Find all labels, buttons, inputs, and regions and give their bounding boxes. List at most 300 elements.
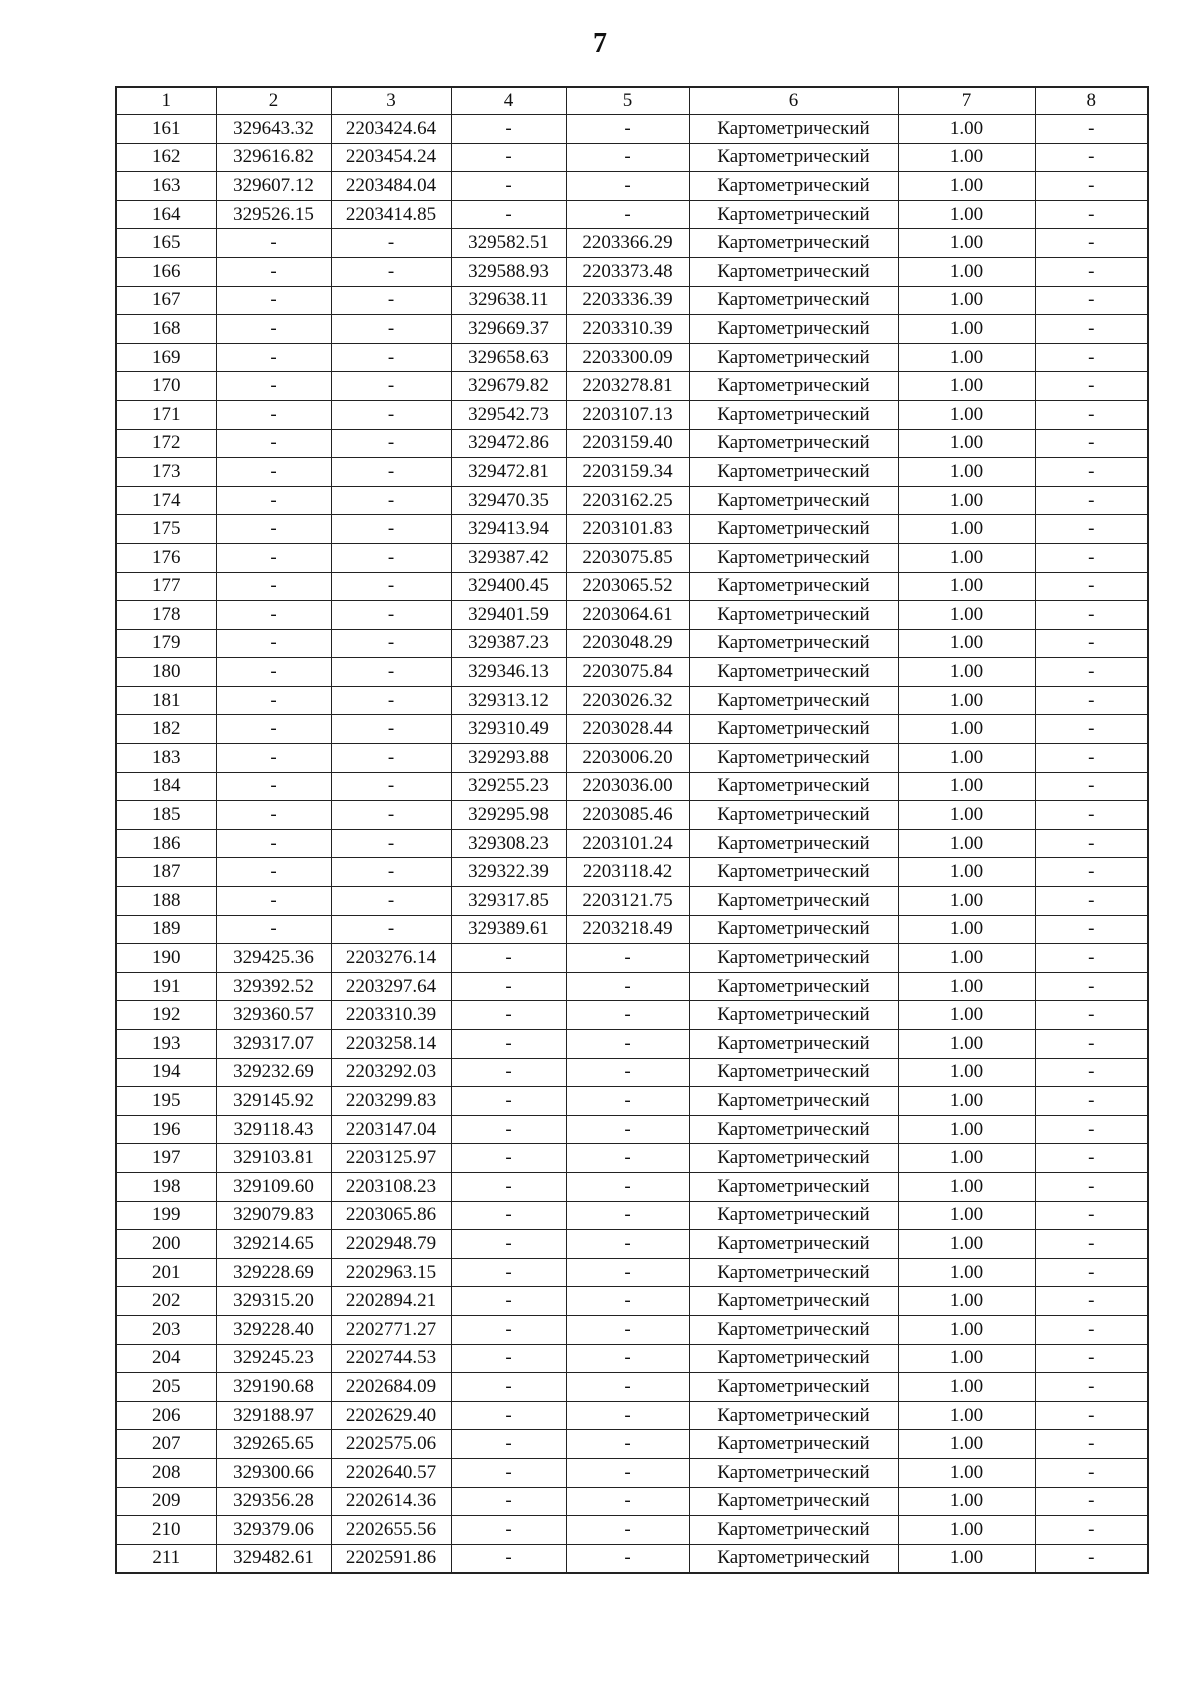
cell-x-coordinate: 329616.82: [216, 143, 331, 172]
cell-accuracy: 1.00: [898, 1458, 1035, 1487]
cell-method: Картометрический: [689, 1430, 898, 1459]
cell-new-y-coordinate: 2203075.84: [566, 658, 689, 687]
cell-new-x-coordinate: 329346.13: [451, 658, 566, 687]
cell-x-coordinate: -: [216, 629, 331, 658]
cell-y-coordinate: 2203297.64: [331, 972, 451, 1001]
cell-notes: -: [1035, 1430, 1148, 1459]
column-header-new-y-coordinate: 5: [566, 87, 689, 115]
cell-accuracy: 1.00: [898, 601, 1035, 630]
cell-accuracy: 1.00: [898, 801, 1035, 830]
cell-new-x-coordinate: 329472.86: [451, 429, 566, 458]
cell-new-x-coordinate: 329669.37: [451, 315, 566, 344]
cell-accuracy: 1.00: [898, 944, 1035, 973]
cell-method: Картометрический: [689, 1373, 898, 1402]
cell-new-x-coordinate: 329308.23: [451, 829, 566, 858]
cell-new-x-coordinate: 329387.42: [451, 543, 566, 572]
cell-new-y-coordinate: 2203028.44: [566, 715, 689, 744]
column-header-point-number: 1: [116, 87, 216, 115]
cell-new-y-coordinate: -: [566, 1058, 689, 1087]
cell-point-number: 169: [116, 343, 216, 372]
cell-method: Картометрический: [689, 372, 898, 401]
cell-notes: -: [1035, 1258, 1148, 1287]
cell-new-x-coordinate: -: [451, 1087, 566, 1116]
cell-notes: -: [1035, 343, 1148, 372]
cell-x-coordinate: 329079.83: [216, 1201, 331, 1230]
cell-point-number: 178: [116, 601, 216, 630]
cell-point-number: 191: [116, 972, 216, 1001]
cell-method: Картометрический: [689, 829, 898, 858]
cell-method: Картометрический: [689, 200, 898, 229]
table-row: [116, 1030, 1148, 1059]
cell-new-x-coordinate: 329413.94: [451, 515, 566, 544]
cell-point-number: 204: [116, 1344, 216, 1373]
cell-y-coordinate: -: [331, 686, 451, 715]
cell-y-coordinate: 2202591.86: [331, 1544, 451, 1573]
cell-new-y-coordinate: 2203366.29: [566, 229, 689, 258]
cell-method: Картометрический: [689, 658, 898, 687]
cell-x-coordinate: -: [216, 601, 331, 630]
cell-new-y-coordinate: 2203036.00: [566, 772, 689, 801]
cell-notes: -: [1035, 629, 1148, 658]
cell-x-coordinate: 329245.23: [216, 1344, 331, 1373]
cell-new-x-coordinate: -: [451, 1487, 566, 1516]
table-row: [116, 915, 1148, 944]
table-row: [116, 1315, 1148, 1344]
cell-new-y-coordinate: -: [566, 1544, 689, 1573]
cell-accuracy: 1.00: [898, 1230, 1035, 1259]
cell-x-coordinate: 329103.81: [216, 1144, 331, 1173]
cell-y-coordinate: 2203258.14: [331, 1030, 451, 1059]
cell-new-x-coordinate: -: [451, 1430, 566, 1459]
table-row: [116, 1201, 1148, 1230]
cell-point-number: 193: [116, 1030, 216, 1059]
table-row: [116, 115, 1148, 144]
cell-new-x-coordinate: -: [451, 1287, 566, 1316]
cell-new-y-coordinate: -: [566, 1030, 689, 1059]
cell-new-y-coordinate: -: [566, 1230, 689, 1259]
cell-x-coordinate: 329643.32: [216, 115, 331, 144]
table-row: [116, 801, 1148, 830]
cell-accuracy: 1.00: [898, 1516, 1035, 1545]
cell-x-coordinate: 329228.40: [216, 1315, 331, 1344]
cell-point-number: 209: [116, 1487, 216, 1516]
cell-notes: -: [1035, 658, 1148, 687]
cell-method: Картометрический: [689, 1087, 898, 1116]
coordinates-table: [115, 86, 1149, 1574]
cell-new-y-coordinate: -: [566, 1172, 689, 1201]
cell-notes: -: [1035, 1115, 1148, 1144]
table-row: [116, 772, 1148, 801]
table-row: [116, 1087, 1148, 1116]
cell-point-number: 208: [116, 1458, 216, 1487]
cell-accuracy: 1.00: [898, 829, 1035, 858]
cell-point-number: 177: [116, 572, 216, 601]
cell-method: Картометрический: [689, 715, 898, 744]
cell-x-coordinate: -: [216, 458, 331, 487]
cell-new-x-coordinate: -: [451, 1458, 566, 1487]
table-row: [116, 1287, 1148, 1316]
column-header-method: 6: [689, 87, 898, 115]
cell-y-coordinate: -: [331, 658, 451, 687]
cell-notes: -: [1035, 1458, 1148, 1487]
table-row: [116, 1401, 1148, 1430]
cell-new-y-coordinate: -: [566, 1458, 689, 1487]
cell-notes: -: [1035, 1201, 1148, 1230]
cell-y-coordinate: 2203484.04: [331, 172, 451, 201]
table-row: [116, 429, 1148, 458]
cell-y-coordinate: 2203065.86: [331, 1201, 451, 1230]
cell-new-x-coordinate: 329400.45: [451, 572, 566, 601]
cell-method: Картометрический: [689, 887, 898, 916]
cell-point-number: 192: [116, 1001, 216, 1030]
cell-new-x-coordinate: -: [451, 1115, 566, 1144]
cell-point-number: 199: [116, 1201, 216, 1230]
cell-new-x-coordinate: -: [451, 972, 566, 1001]
cell-x-coordinate: -: [216, 543, 331, 572]
cell-y-coordinate: -: [331, 429, 451, 458]
cell-notes: -: [1035, 1287, 1148, 1316]
cell-x-coordinate: 329360.57: [216, 1001, 331, 1030]
table-row: [116, 543, 1148, 572]
table-row: [116, 1258, 1148, 1287]
cell-notes: -: [1035, 887, 1148, 916]
cell-point-number: 179: [116, 629, 216, 658]
cell-new-y-coordinate: -: [566, 1430, 689, 1459]
cell-point-number: 185: [116, 801, 216, 830]
cell-point-number: 176: [116, 543, 216, 572]
cell-x-coordinate: -: [216, 229, 331, 258]
cell-y-coordinate: -: [331, 286, 451, 315]
cell-x-coordinate: -: [216, 829, 331, 858]
cell-method: Картометрический: [689, 629, 898, 658]
cell-x-coordinate: 329425.36: [216, 944, 331, 973]
cell-point-number: 211: [116, 1544, 216, 1573]
cell-new-x-coordinate: 329542.73: [451, 400, 566, 429]
cell-new-x-coordinate: 329322.39: [451, 858, 566, 887]
cell-new-y-coordinate: -: [566, 1373, 689, 1402]
cell-y-coordinate: -: [331, 257, 451, 286]
table-row: [116, 286, 1148, 315]
table-row: [116, 715, 1148, 744]
cell-new-y-coordinate: -: [566, 1287, 689, 1316]
cell-x-coordinate: -: [216, 343, 331, 372]
cell-new-x-coordinate: -: [451, 1516, 566, 1545]
cell-notes: -: [1035, 715, 1148, 744]
cell-method: Картометрический: [689, 1144, 898, 1173]
cell-accuracy: 1.00: [898, 229, 1035, 258]
cell-new-x-coordinate: 329470.35: [451, 486, 566, 515]
cell-method: Картометрический: [689, 1201, 898, 1230]
cell-notes: -: [1035, 1487, 1148, 1516]
cell-y-coordinate: 2203454.24: [331, 143, 451, 172]
cell-method: Картометрический: [689, 1344, 898, 1373]
cell-x-coordinate: -: [216, 858, 331, 887]
cell-y-coordinate: 2202948.79: [331, 1230, 451, 1259]
cell-point-number: 171: [116, 400, 216, 429]
cell-x-coordinate: 329356.28: [216, 1487, 331, 1516]
cell-new-y-coordinate: -: [566, 172, 689, 201]
table-row: [116, 1458, 1148, 1487]
cell-new-y-coordinate: 2203373.48: [566, 257, 689, 286]
cell-new-x-coordinate: -: [451, 1172, 566, 1201]
cell-new-x-coordinate: 329389.61: [451, 915, 566, 944]
cell-method: Картометрический: [689, 1458, 898, 1487]
cell-accuracy: 1.00: [898, 1258, 1035, 1287]
cell-accuracy: 1.00: [898, 1430, 1035, 1459]
cell-point-number: 183: [116, 744, 216, 773]
cell-x-coordinate: 329109.60: [216, 1172, 331, 1201]
cell-x-coordinate: -: [216, 400, 331, 429]
cell-new-x-coordinate: 329472.81: [451, 458, 566, 487]
cell-accuracy: 1.00: [898, 400, 1035, 429]
cell-method: Картометрический: [689, 1315, 898, 1344]
cell-x-coordinate: 329214.65: [216, 1230, 331, 1259]
cell-notes: -: [1035, 1544, 1148, 1573]
cell-new-x-coordinate: -: [451, 1144, 566, 1173]
cell-y-coordinate: -: [331, 915, 451, 944]
cell-y-coordinate: -: [331, 601, 451, 630]
cell-y-coordinate: -: [331, 343, 451, 372]
cell-new-x-coordinate: 329679.82: [451, 372, 566, 401]
cell-notes: -: [1035, 915, 1148, 944]
table-row: [116, 1144, 1148, 1173]
cell-method: Картометрический: [689, 1544, 898, 1573]
cell-point-number: 182: [116, 715, 216, 744]
cell-accuracy: 1.00: [898, 772, 1035, 801]
cell-accuracy: 1.00: [898, 1287, 1035, 1316]
cell-point-number: 194: [116, 1058, 216, 1087]
cell-accuracy: 1.00: [898, 343, 1035, 372]
table-row: [116, 1544, 1148, 1573]
cell-accuracy: 1.00: [898, 1315, 1035, 1344]
table-header-row: [116, 87, 1148, 115]
cell-notes: -: [1035, 572, 1148, 601]
cell-new-y-coordinate: 2203048.29: [566, 629, 689, 658]
cell-new-x-coordinate: -: [451, 1544, 566, 1573]
cell-notes: -: [1035, 1344, 1148, 1373]
cell-notes: -: [1035, 744, 1148, 773]
cell-notes: -: [1035, 1030, 1148, 1059]
cell-y-coordinate: 2202640.57: [331, 1458, 451, 1487]
cell-y-coordinate: -: [331, 772, 451, 801]
cell-x-coordinate: -: [216, 658, 331, 687]
cell-y-coordinate: -: [331, 829, 451, 858]
table-row: [116, 744, 1148, 773]
table-row: [116, 686, 1148, 715]
cell-method: Картометрический: [689, 601, 898, 630]
cell-new-y-coordinate: -: [566, 1516, 689, 1545]
cell-point-number: 188: [116, 887, 216, 916]
cell-method: Картометрический: [689, 257, 898, 286]
cell-point-number: 173: [116, 458, 216, 487]
cell-new-x-coordinate: 329310.49: [451, 715, 566, 744]
table-row: [116, 887, 1148, 916]
cell-method: Картометрический: [689, 343, 898, 372]
column-header-y-coordinate: 3: [331, 87, 451, 115]
cell-notes: -: [1035, 1172, 1148, 1201]
cell-new-x-coordinate: 329582.51: [451, 229, 566, 258]
cell-point-number: 198: [116, 1172, 216, 1201]
cell-y-coordinate: 2203147.04: [331, 1115, 451, 1144]
cell-new-y-coordinate: 2203101.83: [566, 515, 689, 544]
cell-x-coordinate: -: [216, 915, 331, 944]
cell-accuracy: 1.00: [898, 887, 1035, 916]
cell-new-y-coordinate: 2203064.61: [566, 601, 689, 630]
cell-accuracy: 1.00: [898, 172, 1035, 201]
page-number: 7: [593, 28, 607, 59]
cell-x-coordinate: -: [216, 686, 331, 715]
cell-x-coordinate: 329228.69: [216, 1258, 331, 1287]
table-row: [116, 1172, 1148, 1201]
cell-new-x-coordinate: 329313.12: [451, 686, 566, 715]
cell-new-x-coordinate: -: [451, 1058, 566, 1087]
cell-point-number: 170: [116, 372, 216, 401]
cell-y-coordinate: 2203108.23: [331, 1172, 451, 1201]
cell-point-number: 202: [116, 1287, 216, 1316]
cell-y-coordinate: -: [331, 887, 451, 916]
table-row: [116, 1001, 1148, 1030]
cell-notes: -: [1035, 486, 1148, 515]
cell-point-number: 200: [116, 1230, 216, 1259]
cell-new-y-coordinate: 2203310.39: [566, 315, 689, 344]
cell-method: Картометрический: [689, 486, 898, 515]
cell-x-coordinate: 329265.65: [216, 1430, 331, 1459]
cell-point-number: 165: [116, 229, 216, 258]
cell-notes: -: [1035, 972, 1148, 1001]
cell-y-coordinate: 2202894.21: [331, 1287, 451, 1316]
cell-method: Картометрический: [689, 801, 898, 830]
cell-new-x-coordinate: 329387.23: [451, 629, 566, 658]
cell-new-y-coordinate: 2203101.24: [566, 829, 689, 858]
cell-method: Картометрический: [689, 1287, 898, 1316]
cell-point-number: 186: [116, 829, 216, 858]
cell-method: Картометрический: [689, 772, 898, 801]
cell-new-y-coordinate: 2203336.39: [566, 286, 689, 315]
cell-x-coordinate: 329145.92: [216, 1087, 331, 1116]
cell-y-coordinate: -: [331, 543, 451, 572]
cell-new-y-coordinate: 2203065.52: [566, 572, 689, 601]
cell-accuracy: 1.00: [898, 1144, 1035, 1173]
cell-method: Картометрический: [689, 1058, 898, 1087]
cell-point-number: 201: [116, 1258, 216, 1287]
cell-accuracy: 1.00: [898, 257, 1035, 286]
cell-y-coordinate: 2202963.15: [331, 1258, 451, 1287]
cell-x-coordinate: -: [216, 515, 331, 544]
cell-point-number: 203: [116, 1315, 216, 1344]
table-row: [116, 200, 1148, 229]
cell-y-coordinate: 2203276.14: [331, 944, 451, 973]
cell-notes: -: [1035, 801, 1148, 830]
cell-y-coordinate: 2202684.09: [331, 1373, 451, 1402]
cell-x-coordinate: 329232.69: [216, 1058, 331, 1087]
table-body: [116, 115, 1148, 1574]
cell-notes: -: [1035, 257, 1148, 286]
cell-new-x-coordinate: -: [451, 1258, 566, 1287]
cell-accuracy: 1.00: [898, 658, 1035, 687]
cell-method: Картометрический: [689, 315, 898, 344]
cell-method: Картометрический: [689, 744, 898, 773]
cell-y-coordinate: -: [331, 372, 451, 401]
cell-new-x-coordinate: -: [451, 1230, 566, 1259]
cell-method: Картометрический: [689, 1258, 898, 1287]
cell-accuracy: 1.00: [898, 1030, 1035, 1059]
cell-new-y-coordinate: -: [566, 944, 689, 973]
cell-y-coordinate: -: [331, 486, 451, 515]
cell-new-y-coordinate: 2203026.32: [566, 686, 689, 715]
cell-new-y-coordinate: 2203159.34: [566, 458, 689, 487]
cell-accuracy: 1.00: [898, 915, 1035, 944]
cell-x-coordinate: -: [216, 572, 331, 601]
cell-x-coordinate: 329526.15: [216, 200, 331, 229]
cell-method: Картометрический: [689, 915, 898, 944]
cell-point-number: 175: [116, 515, 216, 544]
cell-method: Картометрический: [689, 1030, 898, 1059]
cell-new-y-coordinate: -: [566, 1487, 689, 1516]
cell-accuracy: 1.00: [898, 629, 1035, 658]
table-row: [116, 1487, 1148, 1516]
cell-accuracy: 1.00: [898, 1172, 1035, 1201]
cell-y-coordinate: -: [331, 858, 451, 887]
cell-accuracy: 1.00: [898, 486, 1035, 515]
cell-point-number: 197: [116, 1144, 216, 1173]
cell-method: Картометрический: [689, 1516, 898, 1545]
table-row: [116, 1430, 1148, 1459]
cell-new-y-coordinate: -: [566, 1001, 689, 1030]
cell-y-coordinate: 2202614.36: [331, 1487, 451, 1516]
cell-x-coordinate: -: [216, 429, 331, 458]
table-row: [116, 315, 1148, 344]
table-row: [116, 829, 1148, 858]
cell-point-number: 163: [116, 172, 216, 201]
cell-point-number: 184: [116, 772, 216, 801]
cell-notes: -: [1035, 429, 1148, 458]
cell-y-coordinate: 2203424.64: [331, 115, 451, 144]
column-header-notes: 8: [1035, 87, 1148, 115]
cell-method: Картометрический: [689, 115, 898, 144]
cell-y-coordinate: 2203310.39: [331, 1001, 451, 1030]
cell-y-coordinate: 2202771.27: [331, 1315, 451, 1344]
cell-method: Картометрический: [689, 400, 898, 429]
cell-method: Картометрический: [689, 944, 898, 973]
table-row: [116, 486, 1148, 515]
cell-x-coordinate: 329315.20: [216, 1287, 331, 1316]
cell-y-coordinate: -: [331, 744, 451, 773]
cell-new-y-coordinate: 2203218.49: [566, 915, 689, 944]
cell-accuracy: 1.00: [898, 515, 1035, 544]
cell-method: Картометрический: [689, 543, 898, 572]
cell-new-y-coordinate: -: [566, 1258, 689, 1287]
cell-new-x-coordinate: -: [451, 172, 566, 201]
cell-accuracy: 1.00: [898, 1401, 1035, 1430]
cell-method: Картометрический: [689, 286, 898, 315]
cell-notes: -: [1035, 772, 1148, 801]
table-row: [116, 515, 1148, 544]
cell-y-coordinate: 2203414.85: [331, 200, 451, 229]
cell-accuracy: 1.00: [898, 572, 1035, 601]
cell-x-coordinate: 329188.97: [216, 1401, 331, 1430]
table-row: [116, 372, 1148, 401]
cell-point-number: 164: [116, 200, 216, 229]
cell-new-y-coordinate: -: [566, 1401, 689, 1430]
cell-new-y-coordinate: -: [566, 972, 689, 1001]
cell-point-number: 189: [116, 915, 216, 944]
cell-notes: -: [1035, 200, 1148, 229]
cell-y-coordinate: -: [331, 315, 451, 344]
cell-accuracy: 1.00: [898, 315, 1035, 344]
cell-y-coordinate: -: [331, 572, 451, 601]
table-row: [116, 400, 1148, 429]
cell-point-number: 168: [116, 315, 216, 344]
